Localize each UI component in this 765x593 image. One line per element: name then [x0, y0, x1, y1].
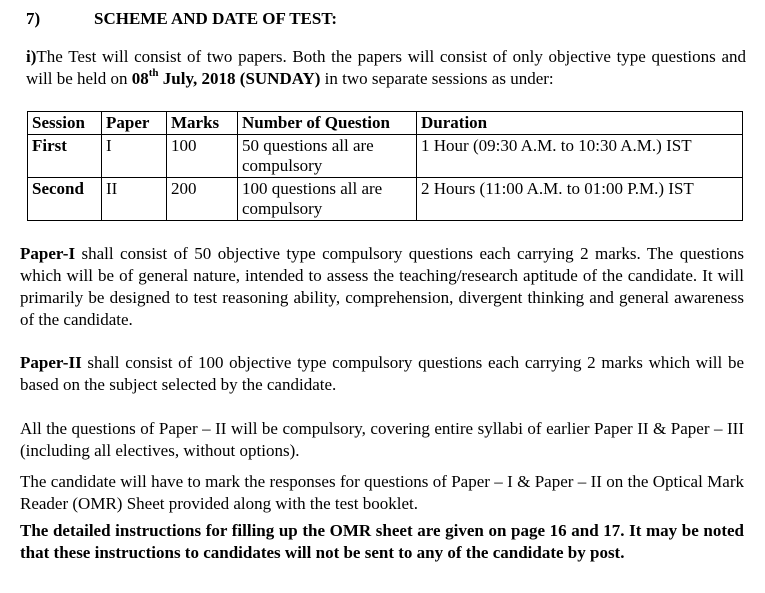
schedule-table: [27, 111, 743, 221]
section-title: SCHEME AND DATE OF TEST:: [94, 9, 338, 28]
header-questions: Number of Question: [238, 112, 417, 135]
paper-1-label: Paper-I: [20, 244, 76, 263]
intro-prefix: i): [26, 47, 37, 66]
cell-marks: 200: [167, 178, 238, 221]
omr-paragraph: The candidate will have to mark the responses for questions of Paper – I & Paper – II on the Optical Mark Reader (OMR) Sheet provided along with the test booklet.: [20, 472, 744, 513]
cell-session: First: [28, 135, 102, 178]
header-marks: Marks: [167, 112, 238, 135]
intro-paragraph: [26, 46, 746, 90]
paper-1-paragraph: [20, 243, 744, 331]
header-duration: Duration: [417, 112, 743, 135]
header-paper: Paper: [102, 112, 167, 135]
syllabi-paragraph: All the questions of Paper – II will be compulsory, covering entire syllabi of earlier Paper II & Paper – III (including all electives, without options).: [20, 419, 744, 460]
cell-paper: I: [102, 135, 167, 178]
cell-questions: 50 questions all are compulsory: [238, 135, 417, 178]
paper-2-paragraph: [20, 352, 744, 396]
test-date: 08th July, 2018 (SUNDAY): [131, 67, 321, 88]
cell-questions: 100 questions all are compulsory: [238, 178, 417, 221]
intro-suffix: in two separate sessions as under:: [320, 69, 554, 88]
cell-duration: 1 Hour (09:30 A.M. to 10:30 A.M.) IST: [417, 135, 743, 178]
cell-session: Second: [28, 178, 102, 221]
cell-duration: 2 Hours (11:00 A.M. to 01:00 P.M.) IST: [417, 178, 743, 221]
instructions-note: The detailed instructions for filling up the OMR sheet are given on page 16 and 17. It may be noted that these instructions to candidates will not be sent to any of the candidate by post.: [20, 521, 744, 562]
cell-marks: 100: [167, 135, 238, 178]
paper-2-text: shall consist of 100 objective type compulsory questions each carrying 2 marks which will be based on the subject selected by the candidate.: [20, 353, 744, 394]
header-session: Session: [28, 112, 102, 135]
intro-text: The Test will consist of two papers. Both the papers will consist of only objective type questions and will be held on: [26, 47, 746, 88]
paper-1-text: shall consist of 50 objective type compulsory questions each carrying 2 marks. The questions which will be of general nature, intended to assess the teaching/research aptitude of the candidate. It will primarily be designed to test reasoning ability, comprehension, divergent thinking and general awareness of the candidate.: [20, 244, 744, 329]
cell-paper: II: [102, 178, 167, 221]
section-number: 7): [26, 9, 41, 28]
table-row: [28, 135, 743, 178]
table-header-row: [28, 112, 743, 135]
table-row: [28, 178, 743, 221]
paper-2-label: Paper-II: [20, 353, 82, 372]
